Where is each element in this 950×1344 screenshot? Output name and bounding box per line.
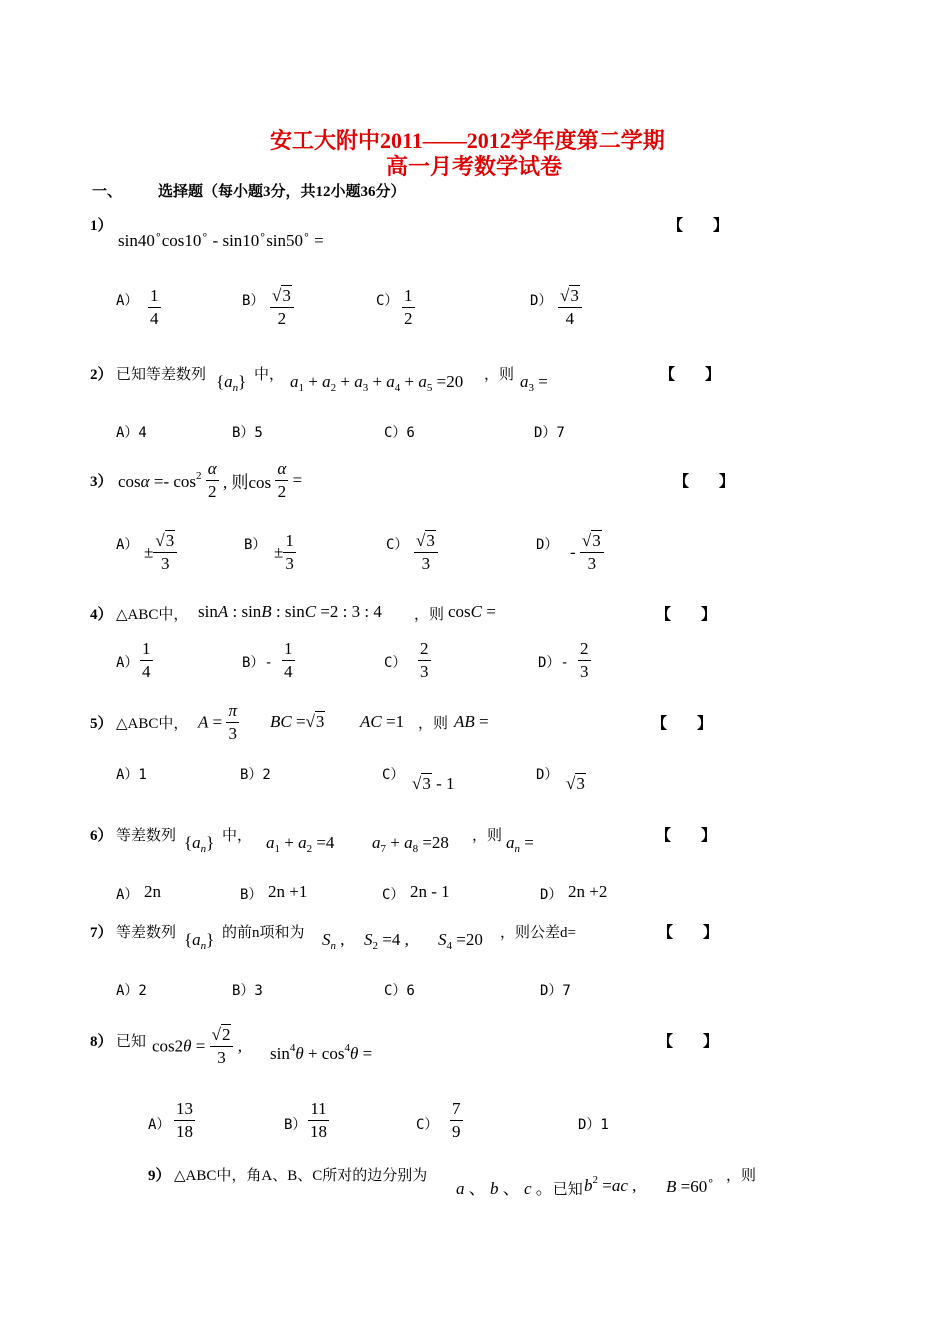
q4-option-a-value: $\frac{1}{4}$ — [142, 639, 151, 681]
q4-prefix: △ABC中， — [116, 607, 189, 623]
q1-answer-bracket: 【 】 — [668, 218, 729, 234]
q7-sn: $S_n$ , — [322, 930, 345, 952]
q7-mid: 的前n项和为 — [222, 925, 305, 941]
q7-prefix: 等差数列 — [116, 925, 177, 941]
q4-condition: sinA : sinB : sinC =2 : 3 : 4 — [198, 602, 382, 621]
q7-number: 7） — [90, 925, 113, 941]
q6-option-a-value: 2n — [144, 882, 161, 901]
q8-option-a-value: $\frac{13}{18}$ — [176, 1099, 193, 1141]
q9-cond1: $b^2 =ac$ , — [584, 1174, 637, 1195]
q2-option-d: D）7 — [534, 425, 565, 441]
q4-option-d-label: D）- — [538, 655, 569, 671]
q6-cond2: $a_7 + a_8 =28$ — [372, 833, 449, 855]
q9-sides: a 、 b 、 c 。已知 — [456, 1179, 583, 1198]
q5-answer-bracket: 【 】 — [652, 716, 713, 732]
q7-sequence: $\{a_n\}$ — [184, 930, 215, 952]
q3-option-c-label: C） — [386, 537, 409, 553]
q3-option-a-label: A） — [116, 537, 139, 553]
q6-option-d-label: D） — [540, 887, 563, 903]
q6-option-b-value: 2n +1 — [268, 882, 308, 901]
q7-option-b: B）3 — [232, 983, 263, 999]
q7-cond1: $S_2 =4$ , — [364, 930, 409, 952]
q1-number: 1） — [90, 218, 113, 234]
q8-option-d: D）1 — [578, 1117, 609, 1133]
q5-option-c-value: √3 - 1 — [412, 774, 455, 793]
q6-ask: $a_n$ = — [506, 833, 534, 855]
q2-number: 2） — [90, 367, 113, 383]
q6-option-c-label: C） — [382, 887, 405, 903]
title-line2: 高一月考数学试卷 — [386, 154, 563, 179]
q2-option-b: B）5 — [232, 425, 263, 441]
title-line1: 安工大附中2011——2012学年度第二学期 — [270, 128, 665, 153]
q3-expression: $\cos\alpha =- \cos^2$ $\frac{\alpha}{2}$ , 则cos $\frac{\alpha}{2}$ = — [118, 459, 303, 501]
q5-option-d-value: √3 — [566, 774, 585, 793]
q6-then: ，则 — [472, 828, 503, 844]
q8-answer-bracket: 【 】 — [658, 1034, 719, 1050]
q6-mid: 中， — [222, 828, 253, 844]
q1-expression: sin40∘cos10∘ - sin10∘sin50∘ = — [118, 229, 324, 250]
q8-option-a-label: A） — [148, 1117, 171, 1133]
q5-option-a: A）1 — [116, 767, 147, 783]
q1-option-c-value: $\frac{1}{2}$ — [404, 286, 413, 328]
q5-then: ，则 — [418, 716, 449, 732]
q5-number: 5） — [90, 716, 113, 732]
q7-option-a: A）2 — [116, 983, 147, 999]
q2-ask: $a_3$ = — [520, 372, 548, 394]
q7-option-c: C）6 — [384, 983, 415, 999]
q2-option-a: A）4 — [116, 425, 147, 441]
q8-prefix: 已知 — [116, 1034, 147, 1050]
q6-option-a-label: A） — [116, 887, 139, 903]
q1-option-c-label: C） — [376, 293, 399, 309]
q3-option-c-value: $\frac{√3}{3}$ — [414, 530, 438, 575]
q4-option-a-label: A） — [116, 655, 139, 671]
q4-number: 4） — [90, 607, 113, 623]
q2-then: ，则 — [484, 367, 515, 383]
q1-option-d-value: $\frac{√3}{4}$ — [558, 285, 582, 330]
q5-option-d-label: D） — [536, 767, 559, 783]
q4-option-c-label: C） — [384, 655, 407, 671]
q1-option-a-value: $\frac{1}{4}$ — [150, 286, 159, 328]
section-number: 一、 — [92, 184, 123, 200]
q3-option-a-value: ± $\frac{√3}{3}$ — [144, 530, 177, 575]
q4-option-b-label: B）- — [242, 655, 273, 671]
q7-option-d: D）7 — [540, 983, 571, 999]
q1-option-b-value: $\frac{√3}{2}$ — [270, 285, 294, 330]
q8-option-b-value: $\frac{11}{18}$ — [310, 1099, 327, 1141]
q4-option-c-value: $\frac{2}{3}$ — [420, 639, 429, 681]
q3-option-b-label: B） — [244, 537, 267, 553]
q7-then: ，则公差d= — [500, 925, 576, 941]
q6-sequence: $\{a_n\}$ — [184, 833, 215, 855]
q3-option-d-value: - $\frac{√3}{3}$ — [570, 530, 604, 575]
q9-number: 9） — [148, 1168, 171, 1184]
q7-answer-bracket: 【 】 — [658, 925, 719, 941]
q5-option-b: B）2 — [240, 767, 271, 783]
q6-option-b-label: B） — [240, 887, 263, 903]
q1-option-a-label: A） — [116, 293, 139, 309]
q3-answer-bracket: 【 】 — [674, 474, 735, 490]
q9-then: ，则 — [726, 1168, 757, 1184]
q2-prefix: 已知等差数列 — [116, 367, 207, 383]
q2-option-c: C）6 — [384, 425, 415, 441]
q8-option-c-label: C） — [416, 1117, 439, 1133]
q5-option-c-label: C） — [382, 767, 405, 783]
q8-number: 8） — [90, 1034, 113, 1050]
section-heading: 选择题（每小题3分，共12小题36分） — [158, 184, 406, 200]
q9-prefix: △ABC中，角A、B、C所对的边分别为 — [174, 1168, 428, 1184]
q6-number: 6） — [90, 828, 113, 844]
q8-option-c-value: $\frac{7}{9}$ — [452, 1099, 461, 1141]
q6-option-c-value: 2n - 1 — [410, 882, 450, 901]
q2-answer-bracket: 【 】 — [660, 367, 721, 383]
q5-ask: AB = — [454, 712, 489, 731]
q8-option-b-label: B） — [284, 1117, 307, 1133]
q2-mid: 中， — [254, 367, 285, 383]
q3-number: 3） — [90, 474, 113, 490]
q3-option-b-value: ± $\frac{1}{3}$ — [274, 531, 294, 573]
q1-option-b-label: B） — [242, 293, 265, 309]
q2-condition: $a_1 + a_2 + a_3 + a_4 + a_5 =20$ — [290, 372, 464, 394]
q5-bc: BC =√3 — [270, 712, 325, 731]
q6-answer-bracket: 【 】 — [656, 828, 717, 844]
q8-condition: cos2θ = $\frac{√2}{3}$ , — [152, 1025, 242, 1067]
q6-option-d-value: 2n +2 — [568, 882, 608, 901]
q4-answer-bracket: 【 】 — [656, 607, 717, 623]
q6-cond1: $a_1 + a_2 =4$ — [266, 833, 335, 855]
q7-cond2: $S_4 =20$ — [438, 930, 483, 952]
q8-ask: $\sin^4\theta + \cos^4\theta$ = — [270, 1042, 373, 1063]
q4-ask: cosC = — [448, 602, 496, 621]
q5-angle: A = $\frac{\pi}{3}$ — [198, 701, 238, 743]
q4-option-b-value: $\frac{1}{4}$ — [284, 639, 293, 681]
q1-option-d-label: D） — [530, 293, 553, 309]
q5-prefix: △ABC中， — [116, 716, 189, 732]
q6-prefix: 等差数列 — [116, 828, 177, 844]
q4-option-d-value: $\frac{2}{3}$ — [580, 639, 589, 681]
q2-sequence: $\{a_n\}$ — [216, 372, 247, 394]
q9-cond2: B =60∘ — [666, 1175, 715, 1196]
q4-then: ，则 — [414, 607, 445, 623]
q3-option-d-label: D） — [536, 537, 559, 553]
q5-ac: AC =1 — [360, 712, 405, 731]
